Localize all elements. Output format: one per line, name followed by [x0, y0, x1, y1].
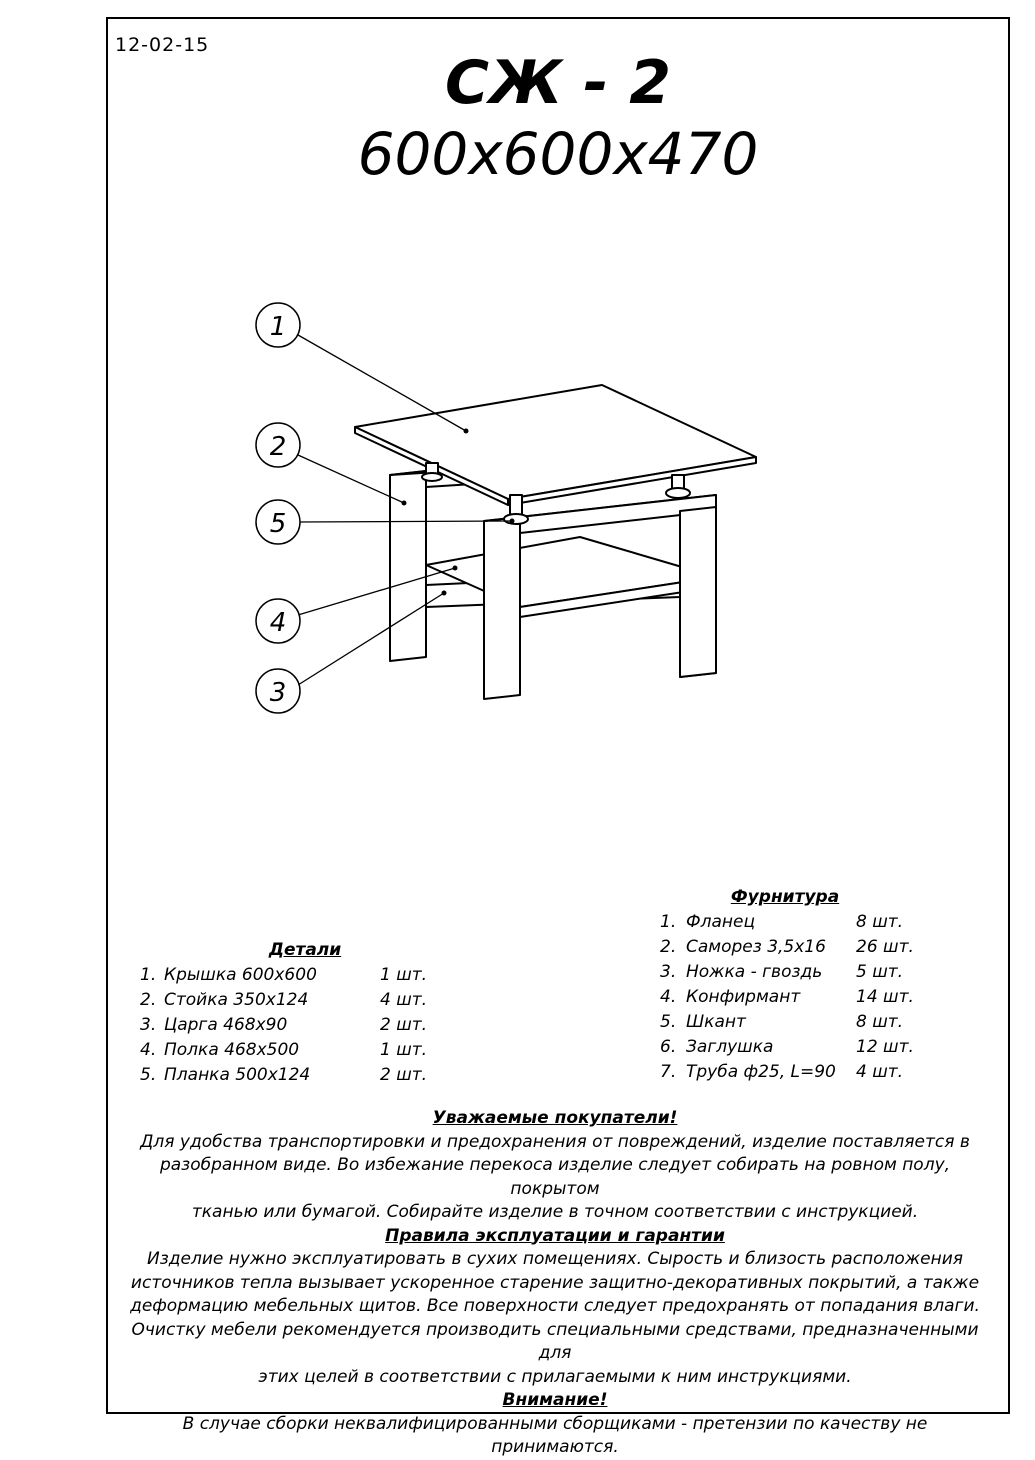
- hardware-row: [660, 909, 930, 934]
- notice-heading-attention: Внимание!: [502, 1390, 608, 1410]
- notice-line: тканью или бумагой. Собирайте изделие в точном соответствии с инструкцией.: [191, 1202, 919, 1222]
- hardware-row: [660, 1009, 930, 1034]
- notice-line: В случае сборки неквалифицированными сборщиками - претензии по качеству не принимаются.: [182, 1413, 928, 1457]
- parts-name: Крышка 600х600: [164, 964, 317, 985]
- parts-name: Стойка 350х124: [164, 989, 309, 1010]
- flange-front-left: [504, 514, 528, 524]
- hardware-num: 6.: [660, 1036, 677, 1057]
- notice-heading-rules: Правила эксплуатации и гарантии: [385, 1225, 725, 1246]
- product-dimensions: 600х600х470: [357, 120, 759, 188]
- hardware-row: [660, 1059, 930, 1084]
- customer-notice: [130, 1107, 980, 1460]
- callout-label-3: 3: [269, 678, 287, 708]
- leader-line-1: [298, 335, 466, 431]
- notice-line: разобранном виде. Во избежание перекоса изделие следует собирать на ровном полу, покрытом: [159, 1155, 951, 1199]
- leader-line-2: [298, 455, 404, 503]
- flange-front-right: [666, 488, 690, 498]
- notice-line: Для удобства транспортировки и предохранения от повреждений, изделие поставляется в: [140, 1131, 970, 1152]
- hardware-qty: 14 шт.: [856, 986, 914, 1007]
- hardware-row: [660, 959, 930, 984]
- parts-num: 3.: [140, 1014, 157, 1035]
- parts-num: 1.: [140, 964, 157, 985]
- hardware-name: Труба ф25, L=90: [686, 1061, 836, 1082]
- parts-name: Планка 500х124: [164, 1064, 311, 1085]
- notice-line: источников тепла вызывает ускоренное старение защитно-декоративных покрытий, а также: [130, 1272, 980, 1293]
- parts-name: Царга 468х90: [164, 1014, 288, 1035]
- hardware-num: 5.: [660, 1011, 677, 1032]
- hardware-num: 3.: [660, 961, 677, 982]
- hardware-name: Фланец: [686, 911, 756, 932]
- parts-row: [140, 962, 450, 987]
- callout-label-2: 2: [269, 432, 287, 462]
- parts-row: [140, 1037, 450, 1062]
- notice-line: Изделие нужно эксплуатировать в сухих помещениях. Сырость и близость расположения: [146, 1249, 964, 1269]
- hardware-num: 4.: [660, 986, 677, 1007]
- hardware-name: Ножка - гвоздь: [686, 961, 823, 982]
- notice-line: Очистку мебели рекомендуется производить специальными средствами, предназначенными для: [131, 1319, 979, 1363]
- hardware-qty: 8 шт.: [856, 1011, 904, 1032]
- hardware-name: Заглушка: [686, 1036, 774, 1057]
- parts-num: 2.: [140, 989, 157, 1010]
- parts-qty: 2 шт.: [380, 1014, 428, 1035]
- hardware-num: 1.: [660, 911, 677, 932]
- callout-label-5: 5: [269, 509, 287, 539]
- parts-num: 5.: [140, 1064, 157, 1085]
- parts-name: Полка 468х500: [164, 1039, 300, 1060]
- parts-row: [140, 1062, 450, 1087]
- hardware-row: [660, 984, 930, 1009]
- parts-qty: 4 шт.: [380, 989, 428, 1010]
- hardware-row: [660, 934, 930, 959]
- hardware-qty: 5 шт.: [856, 961, 904, 982]
- notice-line: этих целей в соответствии с прилагаемыми к ним инструкциями.: [258, 1366, 852, 1387]
- parts-heading: Детали: [268, 940, 342, 960]
- parts-qty: 1 шт.: [380, 964, 428, 985]
- hardware-qty: 4 шт.: [856, 1061, 904, 1082]
- notice-heading-customers: Уважаемые покупатели!: [432, 1108, 678, 1128]
- parts-num: 4.: [140, 1039, 157, 1060]
- hardware-name: Конфирмант: [686, 986, 801, 1007]
- leg-front-right: [680, 507, 716, 677]
- hardware-num: 2.: [660, 936, 677, 957]
- parts-list: [140, 940, 450, 1087]
- document-date: 12-02-15: [115, 34, 210, 56]
- hardware-qty: 8 шт.: [856, 911, 904, 932]
- assembly-drawing: [240, 285, 780, 725]
- notice-line: деформацию мебельных щитов. Все поверхности следует предохранять от попадания влаги.: [130, 1296, 980, 1316]
- parts-qty: 2 шт.: [380, 1064, 428, 1085]
- hardware-list: [660, 887, 930, 1084]
- parts-row: [140, 987, 450, 1012]
- hardware-name: Шкант: [686, 1011, 746, 1032]
- hardware-name: Саморез 3,5х16: [686, 936, 826, 957]
- callout-label-4: 4: [269, 608, 287, 638]
- parts-row: [140, 1012, 450, 1037]
- product-title: СЖ - 2: [445, 48, 671, 118]
- flange-back-left: [422, 473, 442, 481]
- hardware-num: 7.: [660, 1061, 677, 1082]
- parts-qty: 1 шт.: [380, 1039, 428, 1060]
- leader-line-5: [298, 521, 512, 522]
- hardware-heading: Фурнитура: [730, 887, 840, 907]
- callout-label-1: 1: [269, 312, 287, 342]
- hardware-row: [660, 1034, 930, 1059]
- right-post-side: [484, 517, 520, 699]
- hardware-qty: 26 шт.: [856, 936, 914, 957]
- hardware-qty: 12 шт.: [856, 1036, 914, 1057]
